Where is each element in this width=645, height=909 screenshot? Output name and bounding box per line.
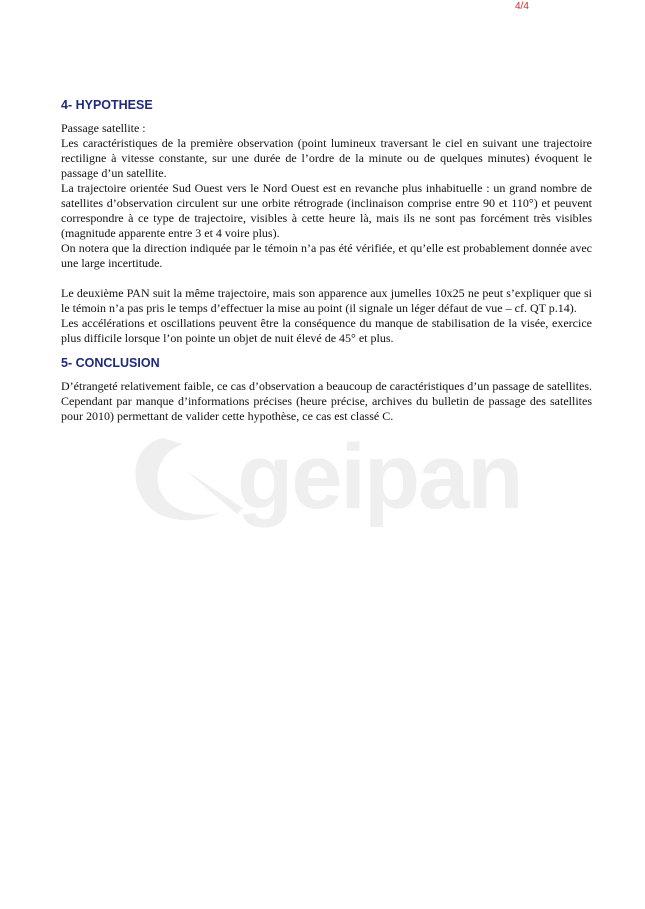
- paragraph-characteristics: Les caractéristiques de la première observation (point lumineux traversant le ciel en suivant une trajectoire rectiligne à vitesse constante, sur une durée de l’ordre de la minute ou de quelques minutes) évoquent le passage d’un satellite.: [61, 136, 592, 180]
- paragraph-conclusion: D’étrangeté relativement faible, ce cas d’observation a beaucoup de caractéristiques d’un passage de satellites. Cependant par manque d’informations précises (heure précise, archives du bulletin de passage des satellites pour 2010) permettant de valider cette hypothèse, ce cas est classé C.: [61, 379, 592, 423]
- geipan-swoosh-icon: [135, 438, 221, 520]
- geipan-watermark-logo: [125, 430, 555, 530]
- paragraph-trajectory: La trajectoire orientée Sud Ouest vers le Nord Ouest est en revanche plus inhabituelle : un grand nombre de satellites d’observation circulent sur une orbite rétrograde (inclinaison comprise entre 90 et 110°) et peuvent correspondre à ce type de trajectoire, visibles à cette heure là, mais ils ne sont pas forcément très visibles (magnitude apparente entre 3 et 4 voire plus).: [61, 181, 592, 240]
- paragraph-direction: On notera que la direction indiquée par le témoin n’a pas été vérifiée, et qu’elle est probablement donnée avec une large incertitude.: [61, 241, 592, 270]
- section-heading-conclusion: 5- CONCLUSION: [61, 356, 160, 370]
- document-body: [61, 98, 592, 424]
- paragraph-second-pan: Le deuxième PAN suit la même trajectoire, mais son apparence aux jumelles 10x25 ne peut s’expliquer que si le témoin n’a pas pris le temps d’effectuer la mise au point (il signale un léger défaut de vue – cf. QT p.14).: [61, 286, 592, 315]
- paragraph-passage-satellite: Passage satellite :: [61, 121, 146, 135]
- geipan-watermark-text: geipan: [237, 430, 522, 528]
- paragraph-accelerations: Les accélérations et oscillations peuvent être la conséquence du manque de stabilisation de la visée, exercice plus difficile lorsque l’on pointe un objet de nuit élevé de 45° et plus.: [61, 316, 592, 345]
- section-heading-hypothese: 4- HYPOTHESE: [61, 98, 153, 112]
- page-number: 4/4: [515, 1, 529, 12]
